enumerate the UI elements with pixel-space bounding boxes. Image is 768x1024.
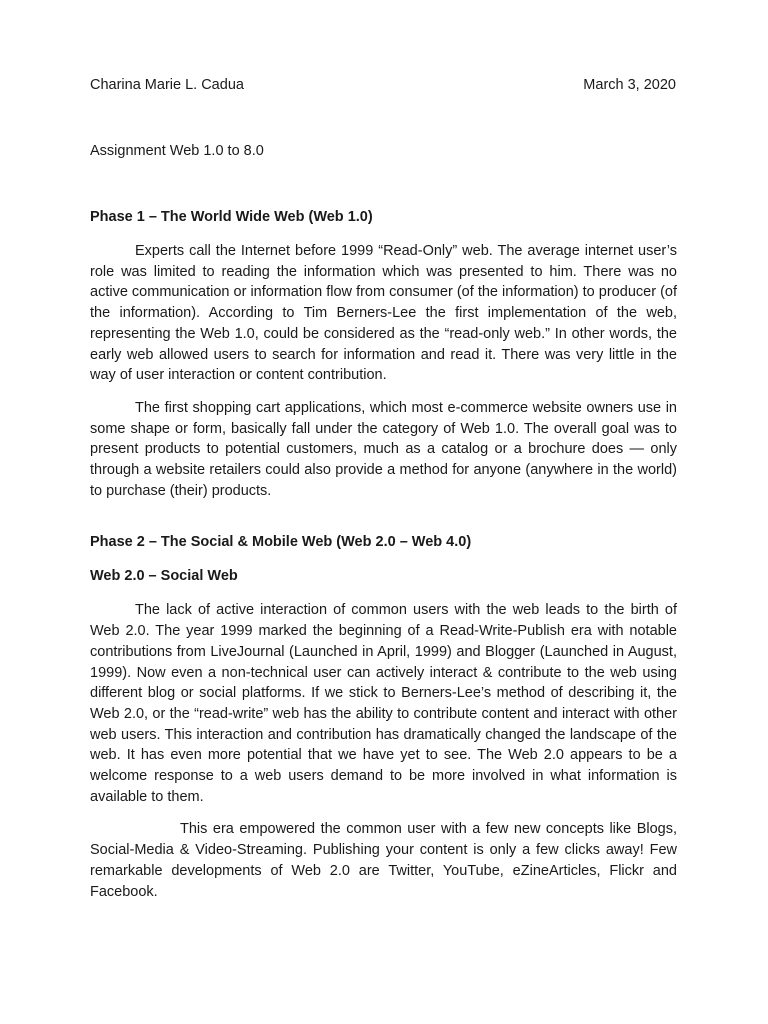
phase2-paragraph-2: This era empowered the common user with a few new concepts like Blogs, Social-Media & Video-Streaming. Publishing your content is only a few clicks away! Few remarkable developments of Web 2.0 are Twitter, YouTube, eZineArticles, Flickr and Facebook. — [90, 821, 677, 900]
author-name: Charina Marie L. Cadua — [90, 77, 244, 93]
phase1-paragraph-2: The first shopping cart applications, which most e-commerce website owners use in some shape or form, basically fall under the category of Web 1.0. The overall goal was to present products to potential customers, much as a catalog or a brochure does — only through a website retailers could also provide a method for anyone (anywhere in the world) to purchase (their) products. — [90, 399, 677, 499]
phase2-paragraph-1: The lack of active interaction of common users with the web leads to the birth of Web 2.0. The year 1999 marked the beginning of a Read-Write-Publish era with notable contributions from LiveJournal (Launched in April, 1999) and Blogger (Launched in August, 1999). Now even a non-technical user can actively interact & contribute to the web using different blog or social platforms. If we stick to Berners-Lee’s method of describing it, the Web 2.0, or the “read-write” web has the ability to contribute content and interact with other web users. This interaction and contribution has dramatically changed the landscape of the web. It has even more potential that we have yet to see. The Web 2.0 appears to be a welcome response to a web users demand to be more involved in what information is available to them. — [90, 602, 677, 805]
phase1-paragraph-1: Experts call the Internet before 1999 “Read-Only” web. The average internet user’s role was limited to reading the information which was presented to him. There was no active communication or information flow from consumer (of the information) to producer (of the information). According to Tim Berners-Lee the first implementation of the web, representing the Web 1.0, could be considered as the “read-only web.” In other words, the early web allowed users to search for information and read it. There was very little in the way of user interaction or content contribution. — [90, 243, 677, 384]
assignment-title: Assignment Web 1.0 to 8.0 — [90, 143, 264, 159]
document-body — [90, 207, 677, 902]
document-date: March 3, 2020 — [583, 77, 676, 93]
phase1-heading: Phase 1 – The World Wide Web (Web 1.0) — [90, 209, 373, 225]
phase2-heading: Phase 2 – The Social & Mobile Web (Web 2.0 – Web 4.0) — [90, 534, 472, 551]
phase2-subheading: Web 2.0 – Social Web — [90, 568, 238, 585]
document-header — [90, 75, 676, 95]
